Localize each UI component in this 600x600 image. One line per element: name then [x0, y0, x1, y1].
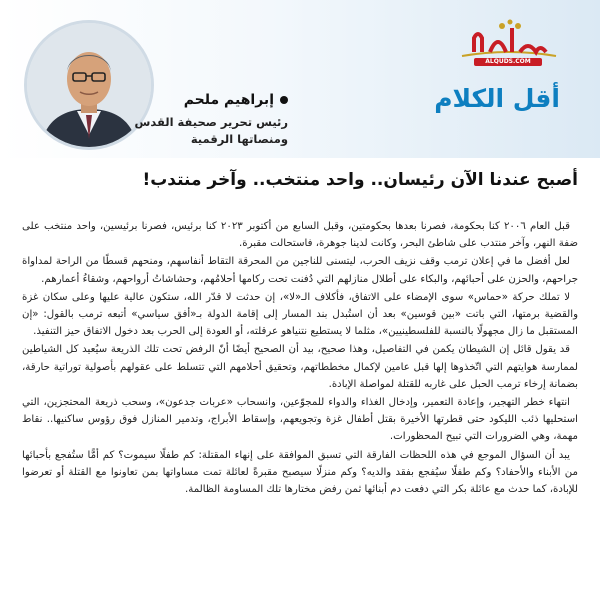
- author-name: إبراهيم ملحم: [183, 92, 274, 108]
- logo-subtext: ALQUDS.COM: [485, 58, 531, 65]
- author-role: [134, 114, 288, 148]
- article-paragraph: لا تملك حركة «حماس» سوى الإمضاء على الاتفاق، فأكلاف الـ«لا»، إن حدثت لا قدّر الله، ستكون عالية عليها وعلى سكان غزة والقضية برمتها، التي باتت «بين قوسين» بعد أن استُبدل بند المسار إلى إقامة الدولة بـ«أفق سياسي» أتبعه ترمب بالقول: «إن المستقبل ما زال مجهولًا بالنسبة للفلسطينيين»، مثلما لا يستطيع نتنياهو عرقلته، أو العودة إلى الحرب بعد دخول الاتفاق حيز التنفيذ.: [22, 291, 578, 338]
- article-body: [22, 218, 578, 499]
- author-role-line1: رئيس تحرير صحيفة القدس: [134, 115, 288, 129]
- article-paragraph: لعل أفضل ما في إعلان ترمب وقف نزيف الحرب، ليتسنى للناجين من المحرقة التقاط أنفاسهم، ومنحهم قسطًا من الراحة لمداواة جراحهم، والحزن على أحبائهم، والبكاء على أطلال منازلهم التي دُفنت تحت ركامها أحلامُهم، وحشاشاتُ أرواحهم، وشقاءُ أعمارهم.: [22, 256, 578, 285]
- article-paragraph: انتهاء خطر التهجير، وإعادة التعمير، وإدخال الغذاء والدواء للمجوّعين، وانسحاب «عربات جدعون»، وسحب ذريعة المحتجزين، التي استحليها ذئب الليكود حتى قطرتها الأخيرة بقتل أطفال غزة وتجويعهم، وإسقاط الأبراج، وتدمير المنازل فوق رؤوس ساكنيها.. نقاط مهمة، وهي الضرورات التي تبيح المحظورات.: [22, 397, 578, 443]
- author-name-row: [134, 92, 288, 108]
- column-title: أقل الكلام: [434, 84, 560, 113]
- bullet-icon: [280, 96, 288, 104]
- author-role-line2: ومنصاتها الرقمية: [190, 132, 288, 146]
- logo-subtext-bar: [474, 58, 542, 66]
- article-paragraph: يبد أن السؤال الموجع في هذه اللحظات الفارقة التي تسبق الموافقة على إنهاء المقتلة: كم طفلًا سيموت؟ كم أمًّا ستُفجع بأحبائها من الأبناء والأحفاد؟ وكم طفلًا سيُفجع بفقد والديه؟ وكم منزلًا سيصبح مقبرةً لعائلة تمت مساواتها بمن تعاونوا مع القتلة أو تعرضوا للإبادة، كما حدث مع عائلة بكر التي دفعت دم أبنائها ثمن رفض مختارها تلك المساومة الظالمة.: [22, 449, 578, 496]
- author-block: [134, 92, 288, 148]
- article-paragraph: قد يقول قائل إن الشيطان يكمن في التفاصيل، وهذا صحيح، بيد أن الصحيح أيضًا أنّ الرفض تحت تلك الذريعة سيُعيد كل الشياطين لممارسة هوايتهم التي اتّخذوها إلها قبل عامين لإكمال مخططاتهم، وتحقيق أحلامهم التي تتسلط على عقولهم بأصولية توراتية حارقة، بضمانة إرخاء ترمب الحبل على غاربه للقتلة لمواصلة الإبادة.: [22, 344, 578, 390]
- author-portrait-icon: [27, 23, 151, 147]
- article-paragraph: قبل العام ٢٠٠٦ كنا بحكومة، فصرنا بعدها بحكومتين، وقبل السابع من أكتوبر ٢٠٢٣ كنا برئيس، فصرنا برئيسين، واحد منتخب على ضفة النهر، وآخر منتدب على شاطئ البحر، وكانت لدينا جوهرة، فاستحالت مقبرة.: [22, 221, 578, 250]
- article-headline: أصبح عندنا الآن رئيسان.. واحد منتخب.. وآخر منتدب!: [142, 170, 578, 190]
